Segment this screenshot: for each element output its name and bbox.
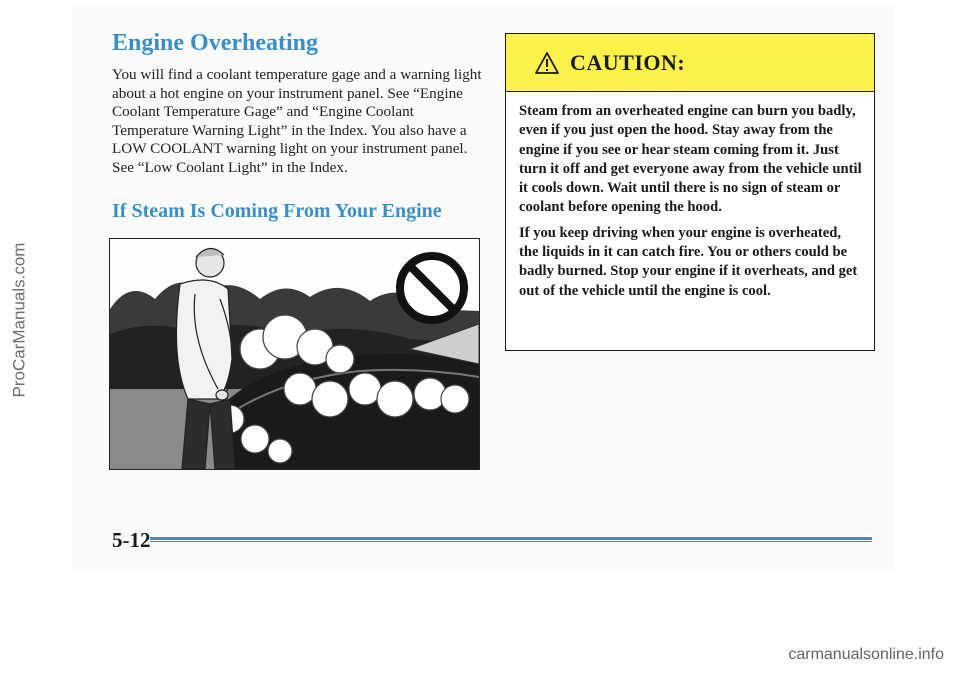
caution-box <box>505 33 875 351</box>
caution-body <box>506 92 874 301</box>
side-watermark-text: ProCarManuals.com <box>9 242 29 398</box>
page-number: 5-12 <box>112 528 151 552</box>
steam-illustration <box>109 238 480 470</box>
subsection-title: If Steam Is Coming From Your Engine <box>112 200 442 222</box>
caution-paragraph: Steam from an overheated engine can burn you badly, even if you just open the hood. Stay away from the engine if you see or hear steam coming from it. Just turn it off and get everyone away from the vehicle until it cools down. Wait until there is no sign of steam or coolant before opening the hood. <box>519 103 862 216</box>
intro-paragraph: You will find a coolant temperature gage and a warning light about a hot engine on your instrument panel. See “Engine Coolant Temperature Gage” and “Engine Coolant Temperature Warning Light” in the Index. You also have a LOW COOLANT warning light on your instrument panel. See “Low Coolant Light” in the Index. <box>112 66 482 176</box>
side-watermark <box>8 160 30 480</box>
caution-header <box>506 34 874 92</box>
caution-title: CAUTION: <box>570 49 686 75</box>
footer-rule <box>150 537 872 540</box>
caution-paragraph: If you keep driving when your engine is overheated, the liquids in it can catch fire. You or others could be badly burned. Stop your engine if it overheats, and get out of the vehicle until the engine is cool. <box>519 224 858 299</box>
prohibition-icon <box>395 251 469 325</box>
bottom-watermark: carmanualsonline.info <box>788 646 944 663</box>
footer-rule-thin <box>150 541 872 542</box>
section-title: Engine Overheating <box>112 30 319 56</box>
warning-triangle-icon <box>534 51 560 75</box>
